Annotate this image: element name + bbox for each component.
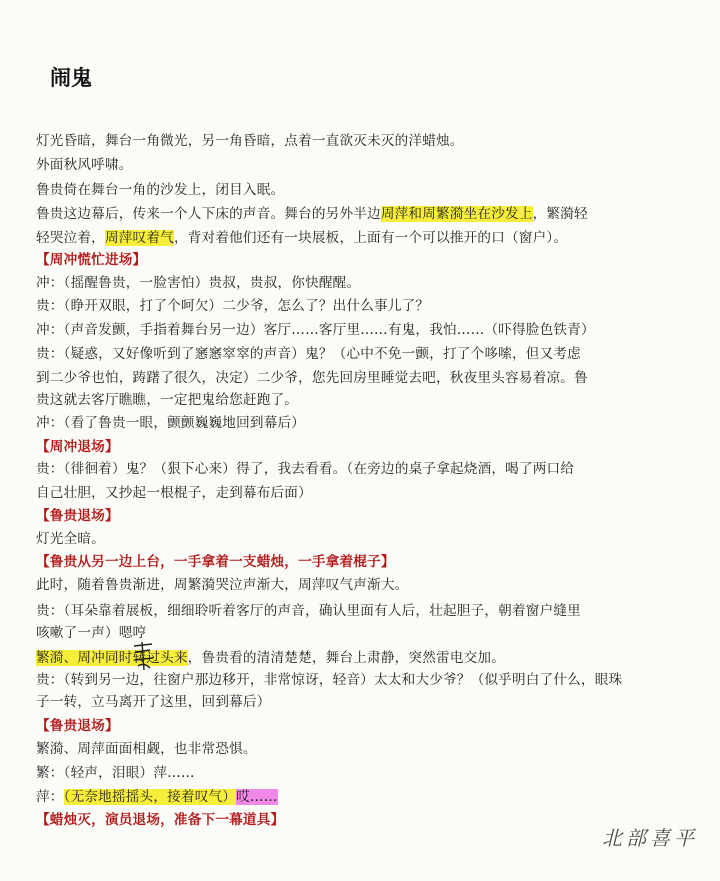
text-segment: 萍：: [36, 789, 64, 805]
stage-direction: 【蜡烛灭，演员退场，准备下一幕道具】: [36, 812, 285, 828]
script-line: 灯光昏暗，舞台一角微光，另一角昏暗，点着一直欲灭未灭的洋蜡烛。: [36, 133, 464, 149]
script-line: 到二少爷也怕，踌躇了很久，决定）二少爷，您先回房里睡觉去吧，秋夜里头容易着凉。鲁: [36, 370, 588, 386]
highlighted-text: 周萍和周繁漪坐在沙发上: [380, 206, 533, 222]
text-segment: 鲁贵这边幕后，传来一个人下床的声音。舞台的另外半边: [36, 206, 381, 222]
script-line: 贵：（睁开双眼，打了个呵欠）二少爷，怎么了？出什么事儿了？: [36, 298, 430, 314]
pen-scribble-mark: [130, 640, 158, 674]
script-line: [36, 787, 706, 807]
script-line: 灯光全暗。: [36, 531, 105, 547]
stage-direction: 【鲁贵从另一边上台，一手拿着一支蜡烛，一手拿着棍子】: [36, 554, 395, 570]
text-segment: 轻哭泣着，: [36, 230, 105, 246]
signature: 北部喜平: [602, 826, 698, 850]
script-line: 贵：（转到另一边，往窗户那边移开，非常惊讶，轻音）太太和大少爷？（似乎明白了什么，眼珠: [36, 672, 623, 688]
script-line: 冲：（声音发颤，手指着舞台另一边）客厅……客厅里……有鬼，我怕……（吓得脸色铁青）: [36, 322, 595, 338]
script-line: 贵：（疑惑，又好像听到了窸窸窣窣的声音）鬼？（心中不免一颤，打了个哆嗦，但又考虑: [36, 346, 581, 362]
highlighted-text: （无奈地摇摇头，接着叹气）: [63, 789, 237, 805]
page-title: 闹鬼: [50, 66, 92, 90]
script-line: 贵这就去客厅瞧瞧，一定把鬼给您赶跑了。: [36, 392, 299, 408]
script-line: 外面秋风呼啸。: [36, 157, 133, 173]
script-line: 此时，随着鲁贵渐进，周繁漪哭泣声渐大，周萍叹气声渐大。: [36, 577, 409, 593]
text-segment: ，鲁贵看的清清楚楚，舞台上肃静，突然雷电交加。: [187, 650, 505, 666]
text-segment: ，背对着他们还有一块展板，上面有一个可以推开的口（窗户）。: [173, 230, 568, 246]
script-line: 繁漪、周萍面面相觑，也非常恐惧。: [36, 741, 257, 757]
stage-direction: 【周冲退场】: [36, 439, 119, 455]
script-line: 繁：（轻声，泪眼）萍……: [36, 765, 195, 781]
highlighted-text: 繁漪、周冲同时转过头来: [36, 650, 188, 666]
highlighted-text: 周萍叹着气: [104, 230, 174, 246]
script-line: 自己壮胆，又抄起一根棍子，走到幕布后面）: [36, 485, 312, 501]
stage-direction: 【鲁贵退场】: [36, 718, 119, 734]
highlighted-text-pink: 哎……: [236, 789, 278, 805]
stage-direction: 【周冲慌忙进场】: [36, 252, 147, 268]
script-line: 子一转，立马离开了这里，回到幕后）: [36, 694, 271, 710]
script-line: [36, 228, 706, 248]
script-line: 贵：（耳朵靠着展板，细细聆听着客厅的声音，确认里面有人后，壮起胆子，朝着窗户缝里: [36, 603, 581, 619]
script-line: 贵：（徘徊着）鬼？（狠下心来）得了，我去看看。（在旁边的桌子拿起烧酒，喝了两口给: [36, 461, 575, 477]
text-segment: ，繁漪轻: [532, 206, 588, 222]
script-line: 冲：（看了鲁贵一眼，颤颤巍巍地回到幕后）: [36, 415, 306, 431]
stage-direction: 【鲁贵退场】: [36, 508, 119, 524]
script-line: [36, 204, 706, 224]
script-line: 冲：（摇醒鲁贵，一脸害怕）贵叔，贵叔，你快醒醒。: [36, 275, 361, 291]
script-line: 鲁贵倚在舞台一角的沙发上，闭目入眠。: [36, 182, 285, 198]
script-line: 咳嗽了一声）嗯哼: [36, 625, 147, 641]
